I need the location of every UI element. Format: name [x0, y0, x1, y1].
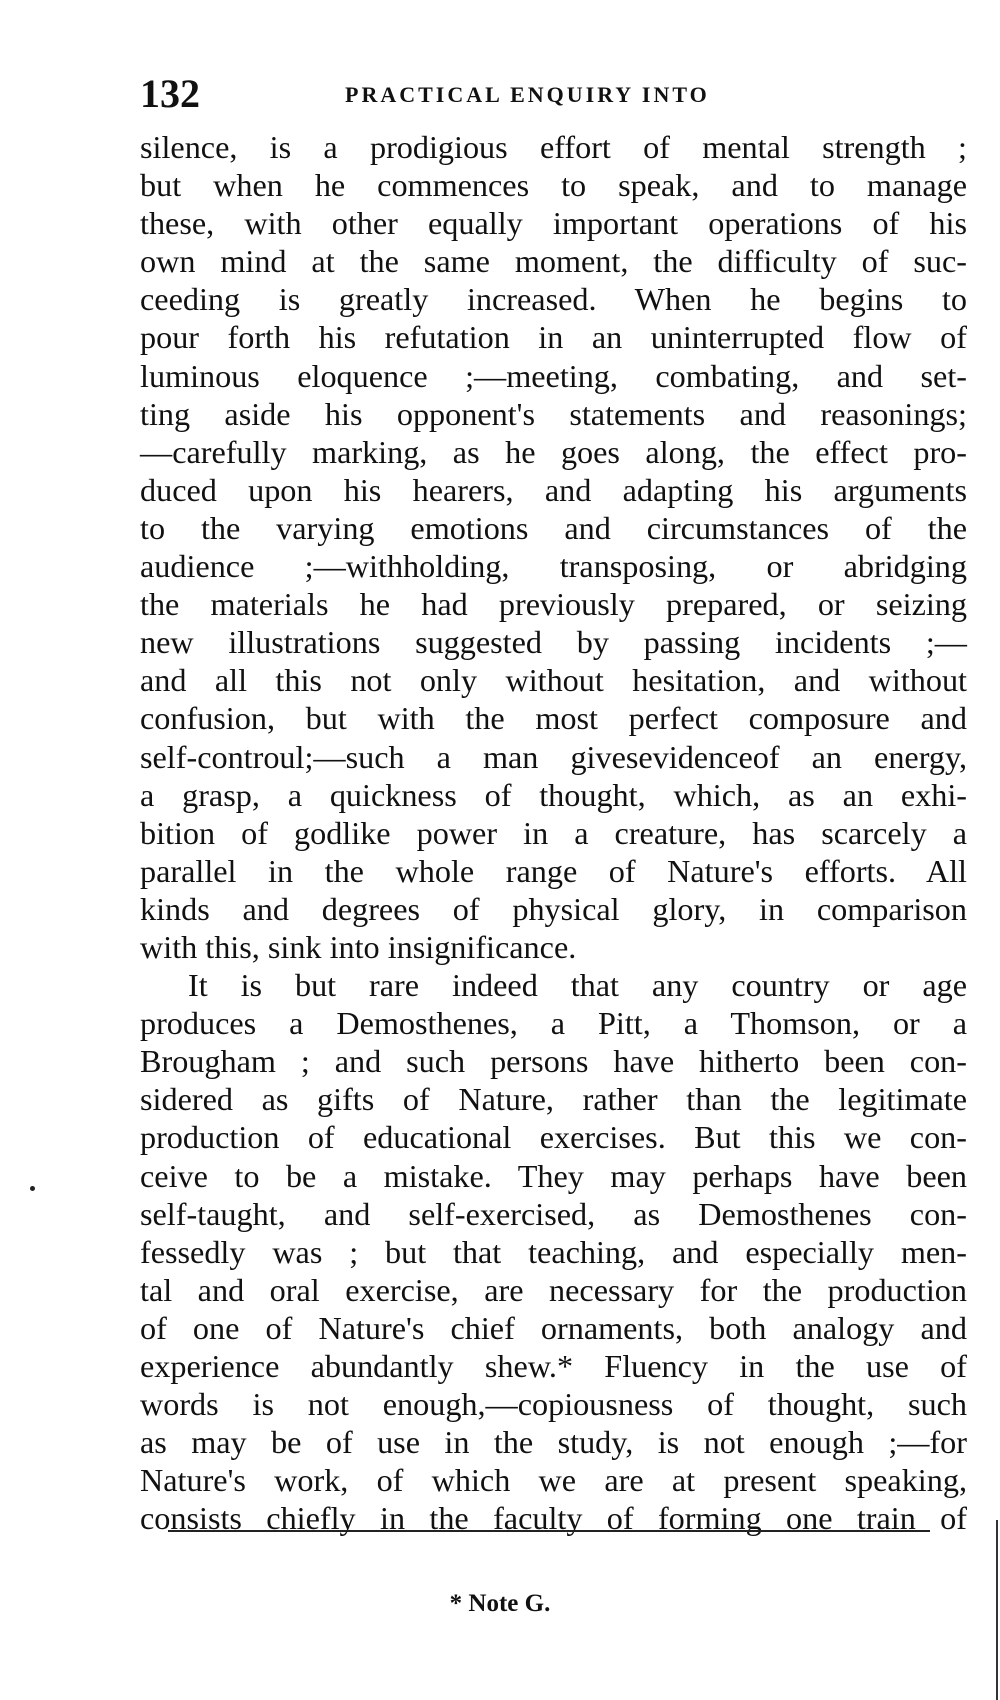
- text-line: Nature's work, of which we are at present speaking,: [140, 1462, 967, 1499]
- text-line: of one of Nature's chief ornaments, both analogy and: [140, 1309, 967, 1346]
- text-line: the materials he had previously prepared, or seizing: [140, 586, 967, 623]
- text-line: Brougham ; and such persons have hitherto been con-: [140, 1043, 967, 1080]
- text-line: and all this not only without hesitation, and without: [140, 662, 967, 699]
- text-line: as may be of use in the study, is not enough ;—for: [140, 1424, 967, 1461]
- text-line: self-taught, and self-exercised, as Demosthenes con-: [140, 1195, 967, 1232]
- text-line: fessedly was ; but that teaching, and especially men-: [140, 1233, 967, 1270]
- text-line: ceeding is greatly increased. When he begins to: [140, 281, 967, 318]
- text-line: It is but rare indeed that any country or age: [188, 967, 967, 1004]
- text-line: words is not enough,—copiousness of thought, such: [140, 1386, 967, 1423]
- text-line: —carefully marking, as he goes along, the effect pro-: [140, 433, 967, 470]
- text-line: experience abundantly shew.* Fluency in the use of: [140, 1348, 967, 1384]
- text-line: luminous eloquence ;—meeting, combating, and set-: [140, 357, 967, 394]
- page-number: 132: [140, 71, 200, 116]
- text-line: consists chiefly in the faculty of forming one train of: [140, 1500, 967, 1537]
- page-header: [140, 66, 970, 116]
- page-edge: [996, 1520, 998, 1700]
- text-line: a grasp, a quickness of thought, which, as an exhi-: [140, 776, 967, 813]
- text-line: new illustrations suggested by passing incidents ;—: [140, 624, 967, 661]
- text-line: tal and oral exercise, are necessary for the production: [140, 1271, 967, 1308]
- text-line: ting aside his opponent's statements and reasonings;: [140, 395, 967, 432]
- text-line: these, with other equally important operations of his: [140, 205, 967, 242]
- text-line: ceive to be a mistake. They may perhaps have been: [140, 1157, 967, 1194]
- body-text: [140, 128, 967, 1537]
- text-line: pour forth his refutation in an uninterrupted flow of: [140, 319, 967, 356]
- text-line: bition of godlike power in a creature, has scarcely a: [140, 814, 967, 851]
- text-line: audience ;—withholding, transposing, or abridging: [140, 548, 967, 585]
- running-head: PRACTICAL ENQUIRY INTO: [345, 82, 710, 107]
- footnote-divider: [168, 1530, 930, 1532]
- text-line: parallel in the whole range of Nature's efforts. All: [140, 852, 967, 889]
- text-line: duced upon his hearers, and adapting his arguments: [140, 471, 967, 508]
- text-line: but when he commences to speak, and to manage: [140, 167, 967, 204]
- text-line: silence, is a prodigious effort of mental strength ;: [140, 129, 967, 165]
- text-line: production of educational exercises. But this we con-: [140, 1119, 967, 1156]
- footnote: * Note G.: [449, 1590, 551, 1617]
- text-line: produces a Demosthenes, a Pitt, a Thomson, or a: [140, 1005, 967, 1042]
- text-line: confusion, but with the most perfect composure and: [140, 700, 967, 737]
- text-line: to the varying emotions and circumstances of the: [140, 509, 967, 546]
- text-line: own mind at the same moment, the difficulty of suc-: [140, 243, 967, 280]
- text-line: with this, sink into insignificance.: [140, 928, 577, 965]
- text-line: kinds and degrees of physical glory, in comparison: [140, 890, 967, 927]
- text-line: self-controul;—such a man givesevidenceof an energy,: [140, 738, 967, 775]
- margin-mark: [30, 1186, 35, 1191]
- text-line: sidered as gifts of Nature, rather than the legitimate: [140, 1081, 967, 1118]
